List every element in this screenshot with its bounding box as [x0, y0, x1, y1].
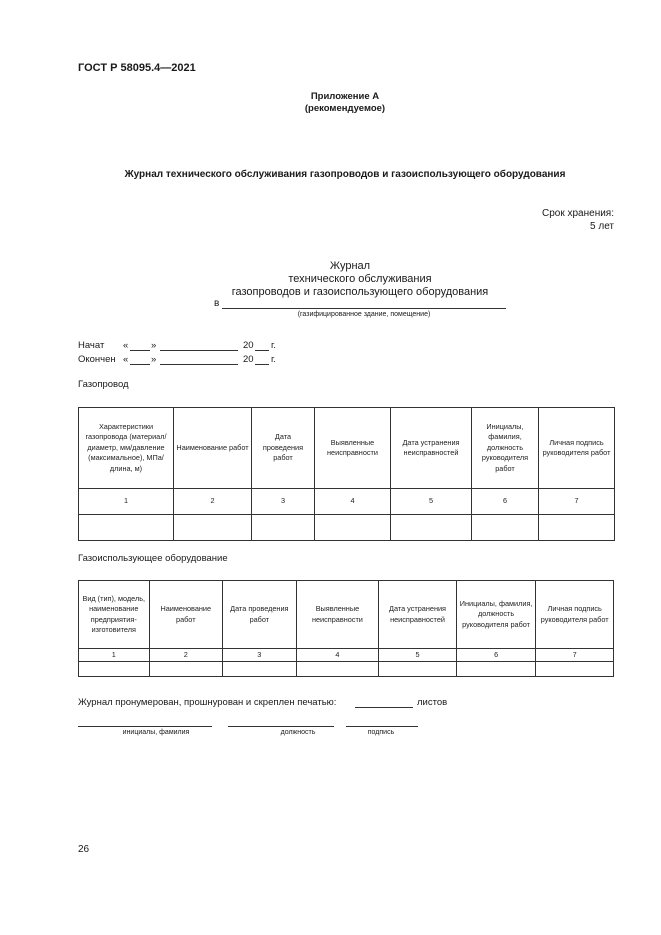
equipment-header-cell: Выявленные неисправности: [296, 581, 379, 649]
started-year-suffix: г.: [271, 340, 276, 351]
column-number: 6: [472, 489, 539, 515]
storage-label: Срок хранения:: [541, 208, 614, 219]
equipment-table: [78, 580, 614, 677]
column-number: 6: [456, 649, 536, 662]
pipeline-header-cell: Характеристики газопровода (материал/диаметр, мм/давление (максимальное), МПа/длина, м): [79, 408, 174, 489]
empty-cell[interactable]: [539, 515, 615, 541]
journal-prefix: в: [214, 298, 220, 309]
column-number: 4: [315, 489, 391, 515]
appendix-title: Приложение А: [310, 91, 380, 102]
ended-year-prefix: 20: [243, 354, 254, 365]
empty-cell[interactable]: [472, 515, 539, 541]
column-number: 5: [391, 489, 472, 515]
pipeline-empty-row: [79, 515, 615, 541]
ended-label: Окончен: [78, 354, 116, 365]
numbering-statement: Журнал пронумерован, прошнурован и скреплен печатью:: [78, 697, 337, 708]
storage-value: 5 лет: [590, 221, 614, 232]
page-number: 26: [78, 844, 90, 855]
sheets-label: листов: [417, 697, 448, 708]
empty-cell[interactable]: [149, 662, 223, 677]
pipeline-table: [78, 407, 615, 541]
equipment-header-row: [79, 581, 614, 649]
empty-cell[interactable]: [174, 515, 252, 541]
sig-name-caption: инициалы, фамилия: [122, 729, 190, 736]
journal-line3: газопроводов и газоиспользующего оборудования: [231, 286, 489, 298]
empty-cell[interactable]: [536, 662, 614, 677]
empty-cell[interactable]: [79, 515, 174, 541]
equipment-number-row: [79, 649, 614, 662]
started-month-line: [160, 350, 238, 351]
started-year-prefix: 20: [243, 340, 254, 351]
pipeline-header-row: [79, 408, 615, 489]
equipment-header-cell: Вид (тип), модель, наименование предприятия-изготовителя: [79, 581, 150, 649]
pipeline-header-cell: Личная подпись руководителя работ: [539, 408, 615, 489]
column-number: 5: [379, 649, 457, 662]
equipment-header-cell: Дата устранения неисправностей: [379, 581, 457, 649]
empty-cell[interactable]: [79, 662, 150, 677]
column-number: 7: [539, 489, 615, 515]
empty-cell[interactable]: [315, 515, 391, 541]
sig-position-line: [228, 726, 334, 727]
empty-cell[interactable]: [223, 662, 297, 677]
sig-signature-caption: подпись: [367, 729, 395, 736]
ended-quote-open: «: [123, 354, 129, 365]
equipment-header-cell: Наименование работ: [149, 581, 223, 649]
location-caption: (газифицированное здание, помещение): [297, 311, 431, 318]
empty-cell[interactable]: [456, 662, 536, 677]
column-number: 1: [79, 489, 174, 515]
pipeline-label: Газопровод: [78, 379, 129, 390]
ended-day-line: [130, 364, 150, 365]
column-number: 2: [149, 649, 223, 662]
started-day-line: [130, 350, 150, 351]
standard-code: ГОСТ Р 58095.4—2021: [78, 62, 196, 74]
empty-cell[interactable]: [379, 662, 457, 677]
ended-month-line: [160, 364, 238, 365]
empty-cell[interactable]: [391, 515, 472, 541]
pipeline-header-cell: Дата проведения работ: [252, 408, 315, 489]
sheets-count-line: [355, 707, 413, 708]
ended-year-suffix: г.: [271, 354, 276, 365]
pipeline-header-cell: Инициалы, фамилия, должность руководителя работ: [472, 408, 539, 489]
ended-quote-close: »: [151, 354, 157, 365]
started-quote-close: »: [151, 340, 157, 351]
equipment-header-cell: Инициалы, фамилия, должность руководителя работ: [456, 581, 536, 649]
started-year-line: [255, 350, 269, 351]
column-number: 4: [296, 649, 379, 662]
sig-position-caption: должность: [280, 729, 316, 736]
empty-cell[interactable]: [296, 662, 379, 677]
sig-signature-line: [346, 726, 418, 727]
location-line: [222, 308, 506, 309]
ended-year-line: [255, 364, 269, 365]
column-number: 1: [79, 649, 150, 662]
pipeline-header-cell: Наименование работ: [174, 408, 252, 489]
started-label: Начат: [78, 340, 105, 351]
journal-line2: технического обслуживания: [288, 273, 432, 285]
equipment-header-cell: Личная подпись руководителя работ: [536, 581, 614, 649]
pipeline-header-cell: Дата устранения неисправностей: [391, 408, 472, 489]
empty-cell[interactable]: [252, 515, 315, 541]
appendix-subtitle: (рекомендуемое): [304, 103, 386, 114]
equipment-empty-row: [79, 662, 614, 677]
pipeline-number-row: [79, 489, 615, 515]
equipment-header-cell: Дата проведения работ: [223, 581, 297, 649]
sig-name-line: [78, 726, 212, 727]
column-number: 2: [174, 489, 252, 515]
column-number: 3: [252, 489, 315, 515]
document-title: Журнал технического обслуживания газопроводов и газоиспользующего оборудования: [124, 169, 566, 180]
journal-line1: Журнал: [329, 260, 371, 272]
started-quote-open: «: [123, 340, 129, 351]
pipeline-header-cell: Выявленные неисправности: [315, 408, 391, 489]
column-number: 7: [536, 649, 614, 662]
column-number: 3: [223, 649, 297, 662]
equipment-label: Газоиспользующее оборудование: [78, 553, 228, 564]
